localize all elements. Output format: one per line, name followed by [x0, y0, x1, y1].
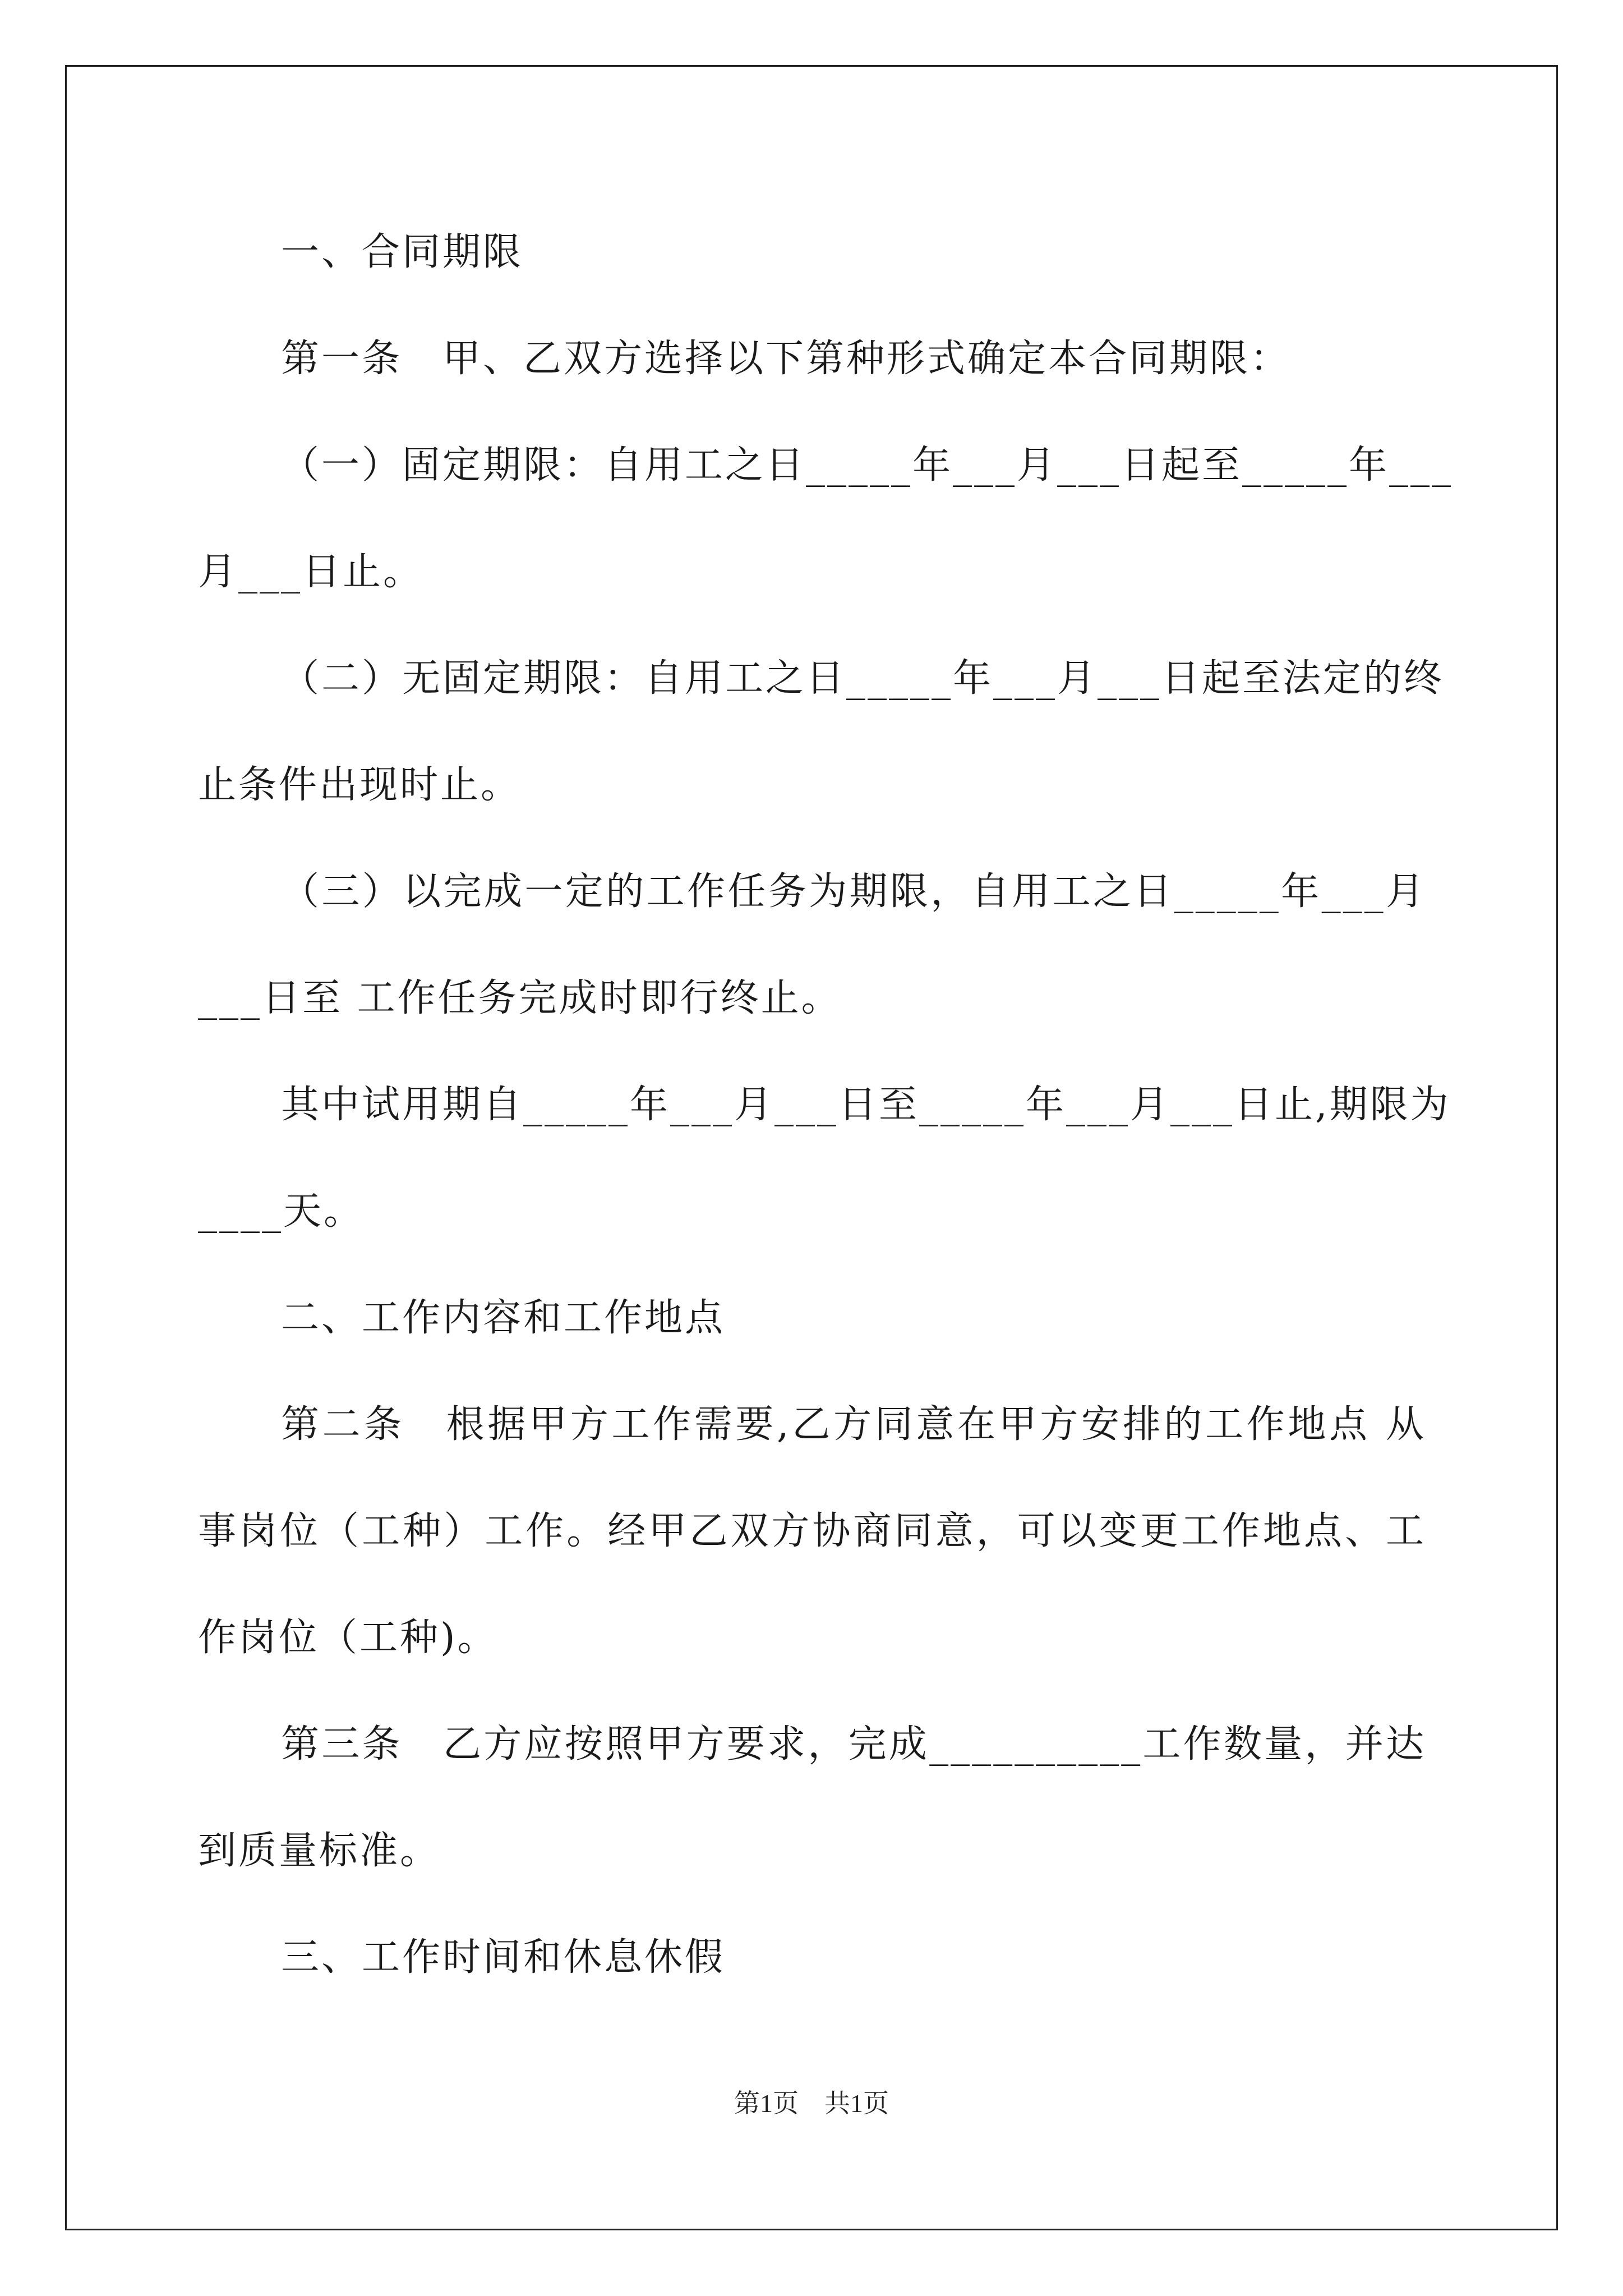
clause-2-open-term: （二）无固定期限：自用工之日_____年___月___日起至法定的终: [281, 656, 1445, 701]
article-2-text: 第二条 根据甲方工作需要,乙方同意在甲方安排的工作地点 从: [281, 1402, 1426, 1447]
section-heading-work-content: 二、工作内容和工作地点: [281, 1296, 726, 1340]
clause-1-fixed-term: （一）固定期限：自用工之日_____年___月___日起至_____年___: [281, 443, 1454, 487]
clause-3-task-term-continued: ___日至 工作任务完成时即行终止。: [198, 976, 842, 1020]
page-number-footer: 第1页 共1页: [734, 2089, 889, 2118]
section-heading-working-hours: 三、工作时间和休息休假: [281, 1935, 726, 1980]
page-border: [65, 65, 1558, 2230]
section-heading-contract-term: 一、合同期限: [281, 230, 524, 274]
clause-2-open-term-continued: 止条件出现时止。: [198, 763, 522, 807]
probation-period-text: 其中试用期自_____年___月___日至_____年___月___日止,期限为: [281, 1083, 1451, 1127]
clause-3-task-term: （三）以完成一定的工作任务为期限，自用工之日_____年___月: [281, 869, 1426, 914]
article-2-continued-end: 作岗位（工种)。: [198, 1616, 498, 1660]
article-1-text: 第一条 甲、乙双方选择以下第种形式确定本合同期限：: [281, 337, 1291, 381]
article-3-continued: 到质量标准。: [198, 1829, 441, 1873]
probation-period-continued: ____天。: [198, 1189, 365, 1234]
clause-1-fixed-term-continued: 月___日止。: [198, 550, 424, 594]
article-3-text: 第三条 乙方应按照甲方要求，完成__________工作数量，并达: [281, 1722, 1426, 1766]
article-2-continued: 事岗位（工种）工作。经甲乙双方协商同意，可以变更工作地点、工: [198, 1509, 1426, 1553]
